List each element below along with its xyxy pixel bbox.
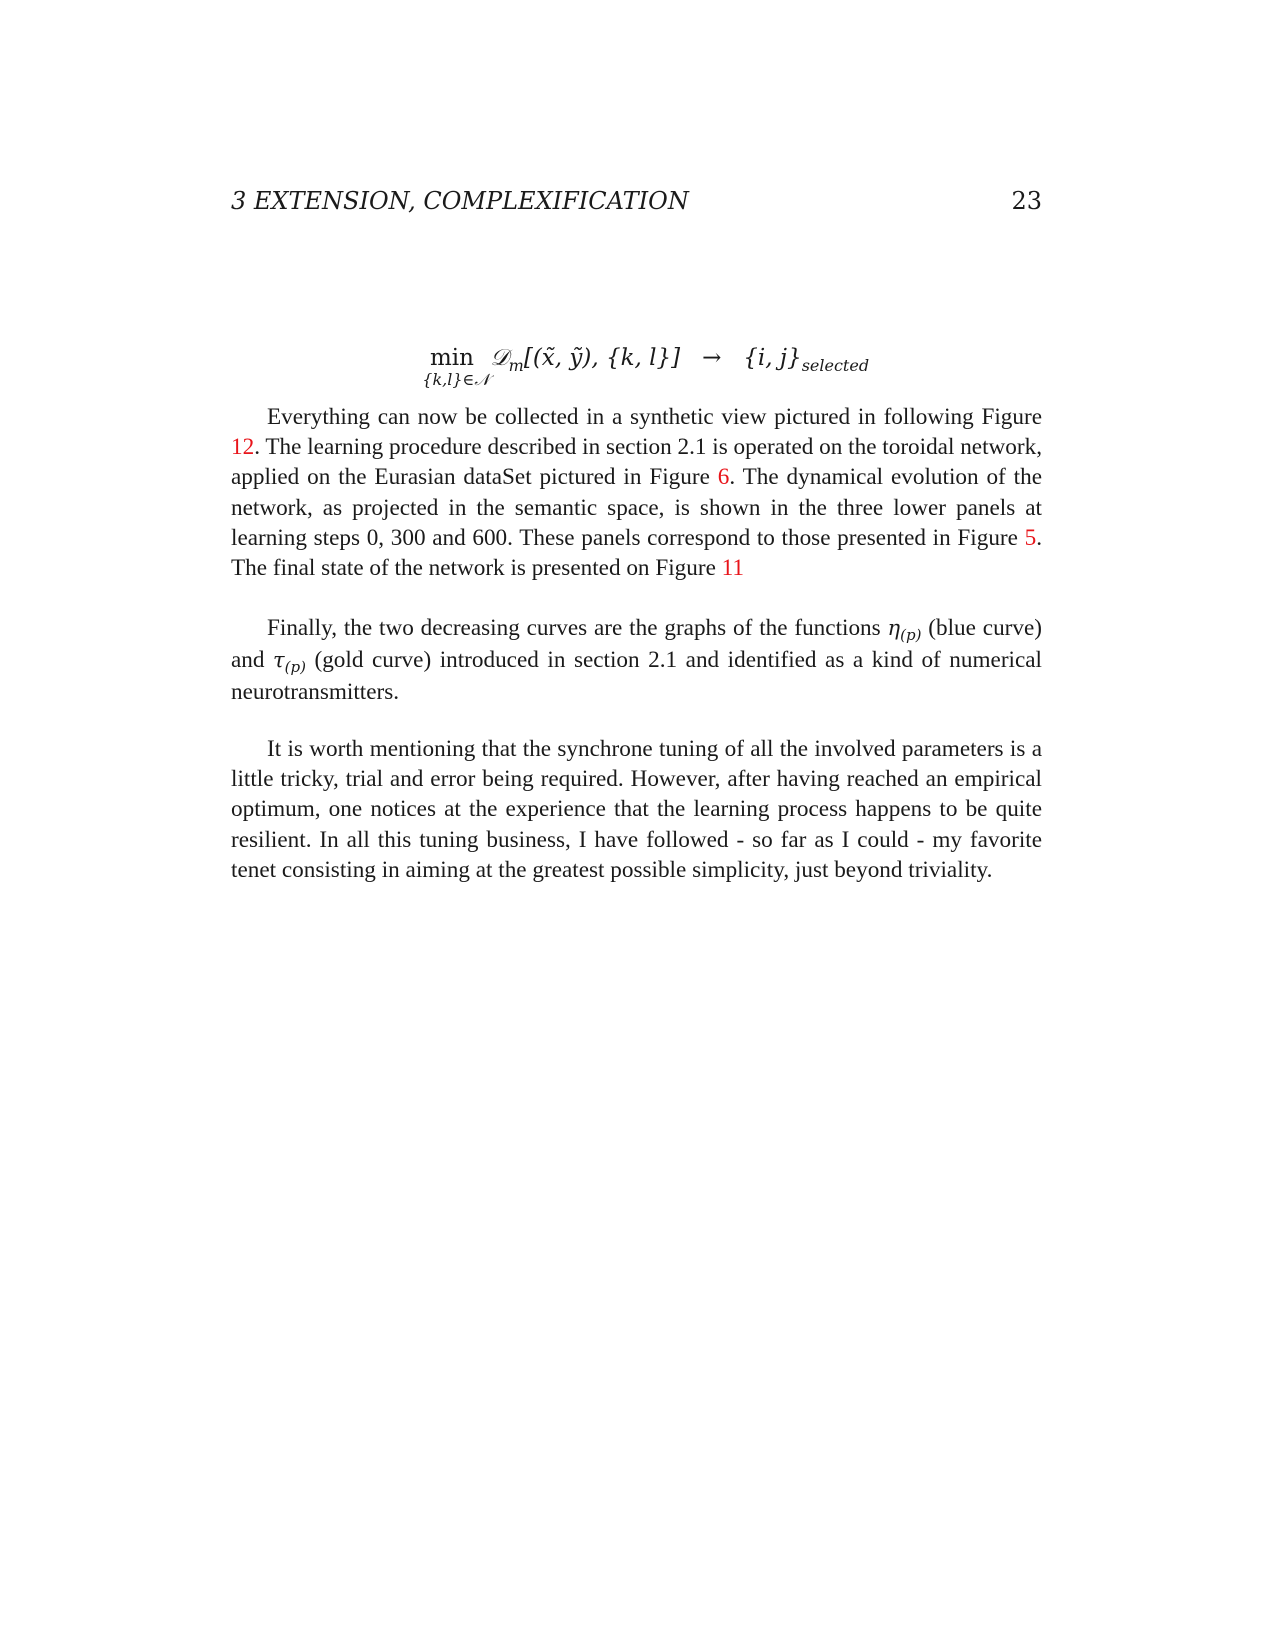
paragraph-synthetic-view [231, 402, 1042, 583]
min-label: min [430, 345, 474, 371]
tau-symbol [273, 648, 306, 677]
result-subscript: selected [801, 356, 870, 375]
arrow: → [702, 345, 722, 371]
section-title: 3 EXTENSION, COMPLEXIFICATION [231, 187, 689, 215]
eta-symbol [887, 616, 922, 644]
min-operator [421, 345, 490, 389]
paragraph1-text-2: . The learning procedure described in section 2.1 is operated on the toroidal network, applied on the Eurasian dataSet pictured in Figure [231, 434, 1042, 491]
page-number: 23 [1011, 187, 1042, 215]
paragraph-decreasing-curves [231, 613, 1042, 708]
figure-ref-11[interactable]: 11 [721, 555, 744, 582]
eta-subscript: (p) [900, 626, 922, 644]
distance-subscript: m [508, 356, 524, 375]
distance-arguments: [(x̃, ỹ), {k, l}] [523, 345, 681, 371]
figure-ref-12[interactable]: 12 [231, 434, 255, 461]
paragraph1-text-1: Everything can now be collected in a synthetic view pictured in following Figure [267, 404, 1042, 430]
paragraph3-text: It is worth mentioning that the synchrone tuning of all the involved parameters is a little tricky, trial and error being required. However, after having reached an empirical optimum, one notices at the experience that the learning process happens to be quite resilient. In all this tuning business, I have followed - so far as I could - my favorite tenet consisting in aiming at the greatest possible simplicity, just beyond triviality. [231, 736, 1042, 883]
paragraph2-text-2: (blue curve) and [231, 615, 1042, 674]
result-set: {i, j} [743, 345, 802, 371]
display-equation [231, 345, 1042, 395]
paragraph2-text-1: Finally, the two decreasing curves are the graphs of the functions [267, 615, 888, 641]
tau-subscript: (p) [284, 658, 306, 677]
paragraph1-text-4: . The final state of the network is presented on Figure [231, 524, 1042, 582]
paragraph1-text-3: . The dynamical evolution of the network, as projected in the semantic space, is shown in the three lower panels at learning steps 0, 300 and 600. These panels correspond to those presented in Figure [231, 464, 1042, 551]
paragraph2-text-3: (gold curve) introduced in section 2.1 and identified as a kind of numerical neurotransmitters. [231, 647, 1043, 706]
tau-letter: τ [273, 648, 285, 673]
figure-ref-5[interactable]: 5 [1024, 524, 1037, 551]
figure-ref-6[interactable]: 6 [717, 464, 730, 491]
paragraph-tuning [231, 734, 1042, 885]
running-header [231, 186, 1042, 216]
equation-body [421, 345, 870, 389]
eta-letter: η [887, 616, 901, 640]
distance-symbol: 𝒟 [490, 345, 509, 371]
min-subscript: {k,l}∈𝒩 [422, 370, 490, 389]
